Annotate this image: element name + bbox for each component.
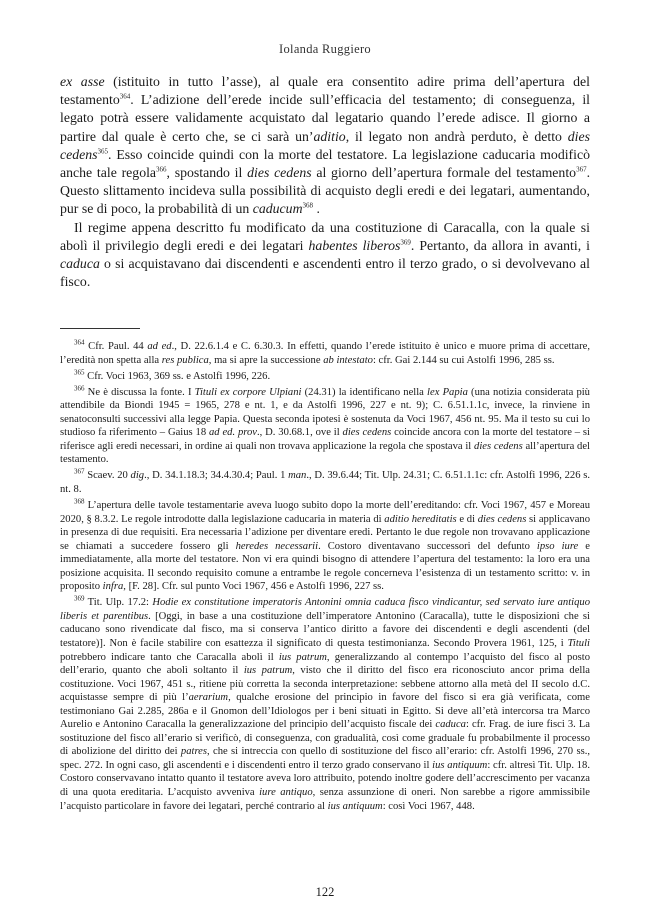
body-paragraph (60, 219, 590, 292)
text-run: Ne è discussa la fonte. I (84, 386, 195, 398)
italic-term: dig (130, 470, 145, 482)
text-run: (una notizia considerata più attendibile da Biondi 1945 = 1965, 278 e nt. 1, e da Astolfi 1996, 227 e nt. 9); C. 6.51.1.1c, invece, la rinviene in senatoconsulti successivi alla legge Papia. Questa seconda ipotesi è sostenuta da Voci 1967, 456 nt. 95. Ma il testo su cui lo studioso fa riferimento – Gaius 18 (60, 386, 590, 439)
italic-term: ex asse (60, 74, 105, 89)
italic-term: ius antiquum (432, 759, 488, 771)
italic-term: habentes liberos (308, 237, 401, 253)
italic-term: lex Papia (427, 386, 468, 398)
italic-term: Tituli ex corpore Ulpiani (194, 386, 302, 398)
text-run: L’apertura delle tavole testamentarie aveva luogo subito dopo la morte dell’ereditando: cfr. Voci 1967, 457 e Moreau 2020, § 8.3.2. Le regole introdotte dalla legislazione caducaria in materia di (60, 500, 590, 525)
text-run: . [Oggi, in base a una costituzione dell’imperatore Antonino (Caracalla), tutte le disposizioni che si caducano sono rivendicate dal fisco, ma si conserva l’antico diritto a favore dei discendenti e degli ascendenti (del testatore)]. Non è facile stabilire con esattezza il significato di questa testimonianza. Secondo Provera 1961, 125, i (60, 610, 590, 649)
text-run: . (313, 201, 320, 217)
footnote (60, 469, 590, 496)
text-run: . Pertanto, da allora in avanti, i (410, 237, 590, 253)
text-run: e di (456, 513, 478, 525)
footnote-number: 368 (74, 497, 85, 506)
text-run: all’apertura del testamento. (60, 440, 590, 466)
italic-term: dies cedens (60, 128, 590, 162)
text-run: , che si intreccia con quello di sostituzione del fisco all’erario: cfr. Astolfi 1996, 270 ss., spec. 272. In ogni caso, gli ascendenti e i discendenti entro il terzo grado conservano il (60, 746, 590, 771)
text-run: ., D. 34.1.18.3; 34.4.30.4; Paul. 1 (144, 470, 289, 482)
text-run: : cfr. Gai 2.144 su cui Astolfi 1996, 285 ss. (372, 354, 555, 366)
text-run: , il legato non andrà perduto, è detto (345, 128, 568, 144)
italic-term: Hodie ex constitutione imperatoris Antonini omnia caduca fisco vindicantur, sed servato iure antiquo liberis et parentibus (60, 597, 590, 622)
italic-term: aerarium (188, 692, 229, 704)
italic-term: dies cedens (247, 165, 312, 181)
text-run: . Questo slittamento incideva sulla possibilità di acquisto degli eredi e dei legatari, aumentando, pur se di poco, la probabilità di un (60, 165, 591, 217)
footnote (60, 370, 590, 384)
text-run: , spostando il (166, 165, 248, 181)
text-run: , visto che il diritto del fisco era riconosciuto ancor prima della costituzione. Voci 1967, 451 s., ritiene più corretta la seconda interpretazione: sebbene attorno alla metà del II secolo d.C. acquistasse sempre di più l’ (60, 665, 590, 704)
footnote-separator (60, 328, 140, 329)
text-run: potrebbero indicare tanto che Caracalla abolì il (60, 651, 279, 663)
text-run: si applicavano in presenza di due requisiti. Era necessaria l’adizione per diventare eredi. Pertanto le due regole non trovavano applicazione se chiamati a succedere fossero gli (60, 513, 591, 552)
text-run: (istituito in tutto l’asse), al quale era consentito adire prima dell’apertura del testamento (60, 74, 590, 108)
italic-term: patres (180, 746, 207, 758)
footnotes (60, 340, 590, 816)
italic-term: dies cedens (477, 513, 527, 525)
footnote-number: 366 (74, 384, 85, 393)
text-run: ., D. 39.6.44; Tit. Ulp. 24.31; C. 6.51.1.1c: cfr. Astolfi 1996, 226 s. nt. 8. (60, 470, 590, 495)
text-run: Tit. Ulp. 17.2: (84, 597, 153, 609)
page-number: 122 (315, 885, 335, 899)
footnote-ref: 367 (576, 165, 587, 174)
text-run: , ma si apre la successione (208, 354, 324, 366)
footnote-ref: 369 (400, 238, 411, 247)
italic-term: caducum (252, 201, 303, 217)
text-run: e immediatamente, alla morte del testatore. Non vi era quindi bisogno di attendere l’apertura del testamento: la loro era una posizione acquisita. Il secondo requisito comune a entrambe le regole concerneva l’esistenza di un testamento scritto: v. in proposito (60, 540, 590, 593)
italic-term: ad ed. prov (208, 427, 257, 439)
text-run: , senza assunzione di oneri. Non sarebbe a rigore ammissibile l’acquisto particolare in favore dei legatari, perché contrario al (60, 787, 590, 812)
text-run: ., D. 30.68.1, ove il (256, 427, 343, 439)
italic-term: res publica (161, 354, 209, 366)
italic-term: ipso iure (536, 540, 579, 552)
text-run: (24.31) la identificano nella (301, 386, 428, 398)
text-run: . Costoro diventavano successori del defunto (318, 540, 537, 552)
text-run: : cfr. altresì Tit. Ulp. 18. Costoro conservavano intatto quanto il testatore aveva loro attribuito, potendo inoltre godere dell’accrescimento per vacanza di una quota ereditaria. L’acquisto avveniva (60, 759, 590, 798)
text-run: , qualche erosione del principio in favore del fisco si era già verificata, come testimoniano Gai 2.285, 286a e il Gnomon dell’Idiologos per i beni situati in Egitto. Si deve all’età intercorsa tra Marco Aurelio e Antonino Caracalla la generalizzazione del principio dell’acquisto fiscale dei (60, 692, 590, 731)
footnote (60, 596, 590, 813)
italic-term: aditio hereditatis (384, 513, 457, 525)
footnote-ref: 368 (302, 201, 314, 210)
italic-term: ius patrum (278, 651, 327, 663)
italic-term: dies cedens (342, 427, 392, 439)
running-head: Iolanda Ruggiero (279, 42, 371, 56)
text-run: . L’adizione dell’erede incide sull’efficacia del testamento; di conseguenza, il legato potrà essere validamente acquistato dal legatario quando l’erede adisce. Il giorno a partire dal quale è certo che, se ci sarà un’ (60, 92, 590, 144)
italic-term: iure antiquo (259, 787, 313, 798)
footnote-number: 367 (74, 467, 85, 476)
italic-term: ab intestato (323, 354, 373, 366)
italic-term: man (288, 470, 307, 482)
text-run: Il regime appena descritto fu modificato da una costituzione di Caracalla, con la quale si abolì il privilegio degli eredi e dei legatari (60, 219, 590, 253)
italic-term: heredes necessarii (235, 540, 319, 552)
footnote-number: 369 (74, 594, 85, 603)
italic-term: ad ed (147, 341, 172, 352)
text-run: Scaev. 20 (84, 470, 131, 482)
footnote (60, 499, 590, 594)
text-run: ., D. 22.6.1.4 e C. 6.30.3. In effetti, quando l’erede istituito è unico e muore prima di accettare, l’eredità non spetta alla (60, 341, 590, 366)
italic-term: aditio (313, 128, 346, 144)
italic-term: Tituli (567, 637, 590, 649)
italic-term: infra (102, 581, 124, 593)
text-run: Cfr. Paul. 44 (84, 341, 148, 352)
main-text (60, 73, 590, 291)
text-run: Cfr. Voci 1963, 369 ss. e Astolfi 1996, 226. (84, 370, 271, 382)
italic-term: caduca (60, 256, 100, 272)
footnote (60, 386, 590, 467)
italic-term: ius patrum (243, 665, 293, 677)
italic-term: caduca (435, 719, 466, 731)
footnote-number: 364 (74, 338, 85, 347)
italic-term: dies cedens (474, 440, 523, 452)
footnote-ref: 365 (97, 147, 109, 156)
footnote-number: 365 (74, 368, 85, 377)
text-run: coincide ancora con la morte del testatore – si riferisce agli eredi necessari, in ordine ai quali non trovava applicazione la regola che spostava il (60, 427, 590, 452)
footnote-ref: 366 (156, 165, 167, 174)
footnote (60, 340, 590, 367)
footnote-ref: 364 (119, 92, 131, 101)
text-run: o si acquistavano dai discendenti e ascendenti entro il terzo grado, o si devolvevano al fisco. (60, 256, 590, 290)
text-run: , generalizzando al contempo l’acquisto del fisco al posto dell’erario, quanto che abolì soltanto il (60, 651, 591, 677)
text-run: . Esso coincide quindi con la morte del testatore. La legislazione caducaria modificò anche tale regola (60, 146, 590, 181)
body-paragraph (60, 73, 590, 219)
text-run: al giorno dell’apertura formale del testamento (311, 165, 577, 181)
italic-term: ius antiquum (327, 800, 383, 812)
text-run: , [F. 28]. Cfr. sul punto Voci 1967, 456 e Astolfi 1996, 227 ss. (123, 581, 384, 593)
text-run: : così Voci 1967, 448. (382, 800, 475, 812)
text-run: : cfr. Frag. de iure fisci 3. La sostituzione del fisco all’erario si verificò, di conseguenza, con gradualità, così come graduale fu probabilmente il processo di abolizione del diritto dei (60, 719, 590, 758)
